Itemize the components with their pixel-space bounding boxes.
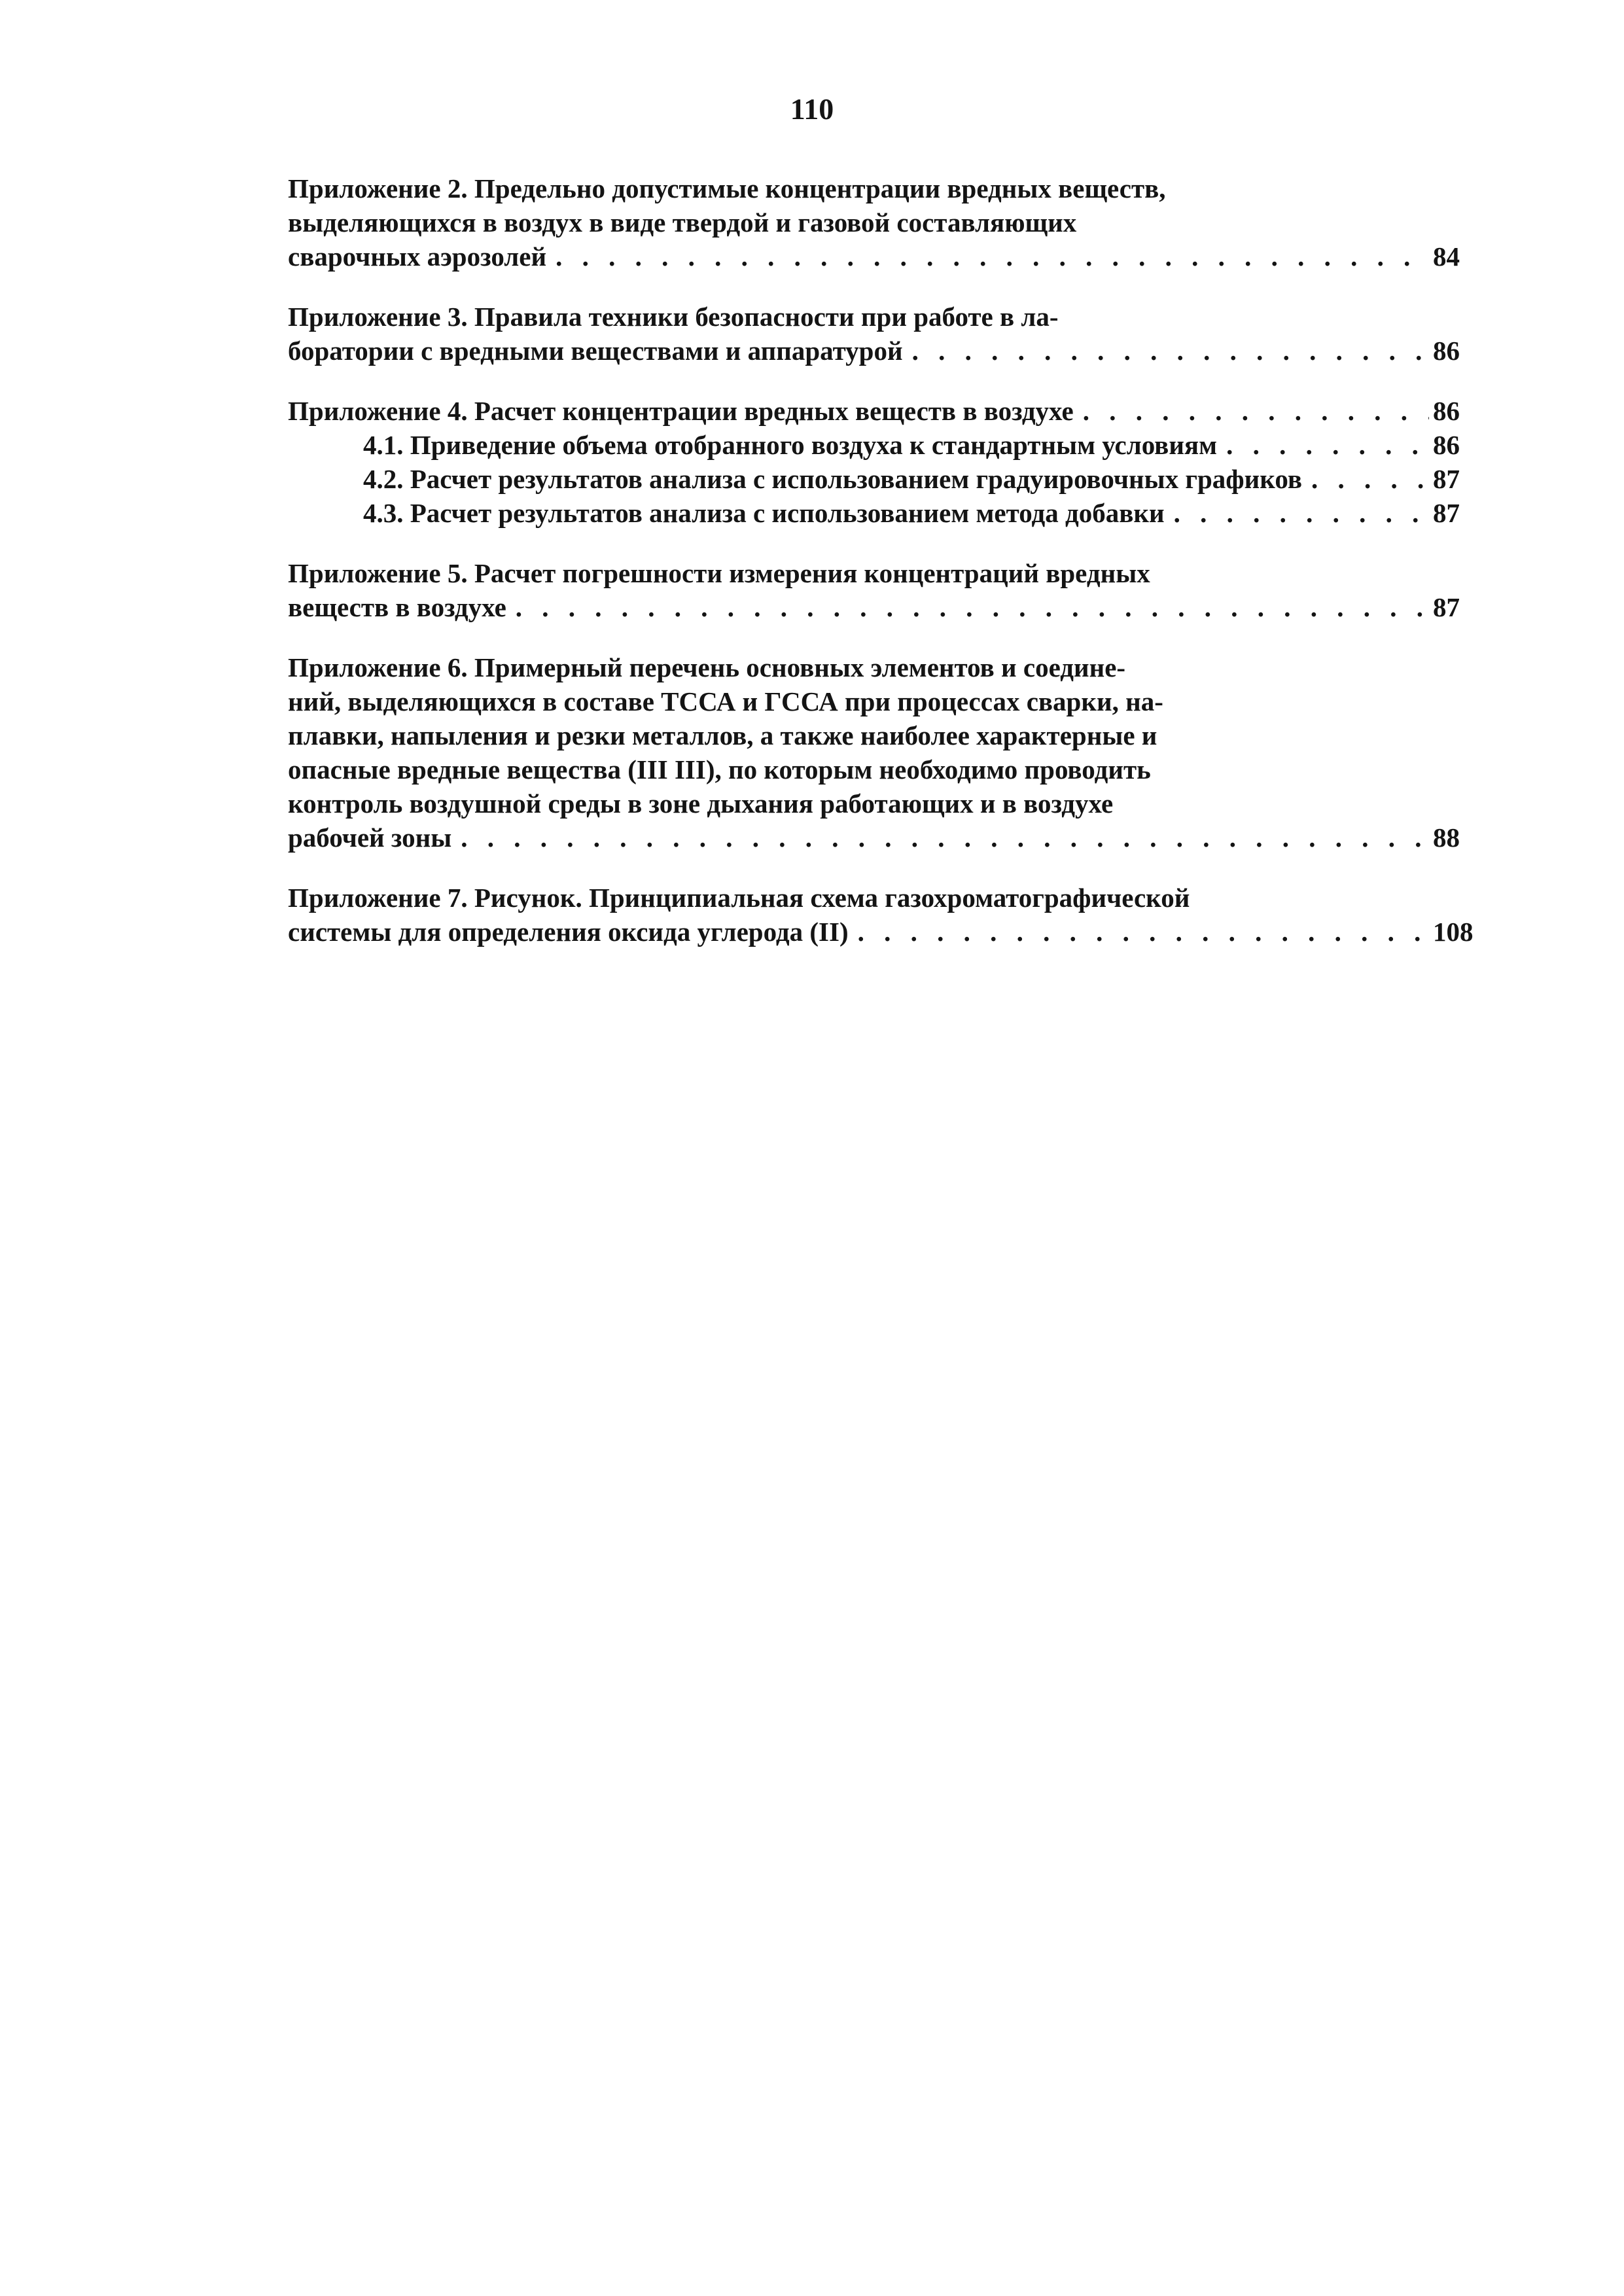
toc-line <box>288 334 1479 368</box>
toc-line <box>288 684 1479 718</box>
toc-subentry-4-3 <box>288 496 1479 530</box>
toc-line <box>288 590 1479 624</box>
toc-entry-text: рабочей зоны <box>288 822 452 853</box>
toc-page-number: 87 <box>1433 464 1460 494</box>
toc-subentry-4-2 <box>288 462 1479 496</box>
toc-line <box>288 205 1479 239</box>
toc-line <box>288 171 1479 205</box>
toc-entry-appendix-6 <box>288 650 1479 855</box>
dot-leader <box>1174 496 1429 530</box>
toc-entry-text: плавки, напыления и резки металлов, а также наиболее характерные и <box>288 720 1157 751</box>
toc-entry-text: Приложение 3. Правила техники безопасности при работе в ла- <box>288 302 1059 332</box>
toc-line <box>288 239 1479 274</box>
toc-page-number: 108 <box>1433 917 1474 947</box>
toc-entry-text: веществ в воздухе <box>288 592 506 622</box>
toc-entry-text: Приложение 2. Предельно допустимые концентрации вредных веществ, <box>288 173 1166 203</box>
toc-entry-text: выделяющихся в воздух в виде твердой и газовой составляющих <box>288 207 1077 238</box>
toc-page-number: 84 <box>1433 241 1460 272</box>
toc-entry-text: ний, выделяющихся в составе ТССА и ГССА при процессах сварки, на- <box>288 686 1163 716</box>
dot-leader <box>1311 462 1429 496</box>
toc-entry-text: боратории с вредными веществами и аппаратурой <box>288 336 903 366</box>
toc-entry-text: Приложение 6. Примерный перечень основных элементов и соедине- <box>288 652 1126 682</box>
dot-leader <box>858 915 1429 949</box>
toc-line <box>288 650 1479 684</box>
toc-entry-text: Приложение 5. Расчет погрешности измерения концентраций вредных <box>288 558 1150 588</box>
toc-entry-text: сварочных аэрозолей <box>288 241 547 272</box>
toc-entry-appendix-7 <box>288 881 1479 949</box>
toc-line <box>288 881 1479 915</box>
toc-subentry-4-1 <box>288 428 1479 462</box>
toc-entry-appendix-2 <box>288 171 1479 274</box>
toc-line <box>288 786 1479 821</box>
dot-leader <box>556 239 1429 274</box>
dot-leader <box>912 334 1429 368</box>
toc-entry-text: опасные вредные вещества (III III), по которым необходимо проводить <box>288 754 1151 785</box>
toc-page-number: 87 <box>1433 498 1460 528</box>
table-of-contents <box>288 171 1479 975</box>
dot-leader <box>516 590 1429 624</box>
toc-entry-appendix-5 <box>288 556 1479 624</box>
toc-entry-text: системы для определения оксида углерода (II) <box>288 917 849 947</box>
toc-page-number: 86 <box>1433 430 1460 460</box>
toc-line <box>288 718 1479 752</box>
dot-leader <box>1226 428 1429 462</box>
toc-entry-appendix-3 <box>288 300 1479 368</box>
toc-entry-appendix-4 <box>288 394 1479 530</box>
dot-leader <box>1083 394 1429 428</box>
toc-line <box>288 752 1479 786</box>
toc-entry-text: 4.1. Приведение объема отобранного воздуха к стандартным условиям <box>363 430 1218 460</box>
toc-line <box>288 394 1479 428</box>
toc-line <box>288 915 1479 949</box>
toc-line <box>288 300 1479 334</box>
toc-entry-text: 4.3. Расчет результатов анализа с использованием метода добавки <box>363 498 1165 528</box>
toc-entry-text: Приложение 7. Рисунок. Принципиальная схема газохроматографической <box>288 883 1190 913</box>
toc-page-number: 87 <box>1433 592 1460 622</box>
toc-line <box>288 821 1479 855</box>
toc-page-number: 86 <box>1433 336 1460 366</box>
dot-leader <box>461 821 1429 855</box>
toc-page-number: 86 <box>1433 396 1460 426</box>
toc-entry-text: 4.2. Расчет результатов анализа с использованием градуировочных графиков <box>363 464 1302 494</box>
toc-line <box>288 556 1479 590</box>
toc-entry-text: контроль воздушной среды в зоне дыхания работающих и в воздухе <box>288 788 1114 819</box>
toc-entry-text: Приложение 4. Расчет концентрации вредных веществ в воздухе <box>288 396 1074 426</box>
toc-page-number: 88 <box>1433 822 1460 853</box>
page-number: 110 <box>790 92 834 126</box>
